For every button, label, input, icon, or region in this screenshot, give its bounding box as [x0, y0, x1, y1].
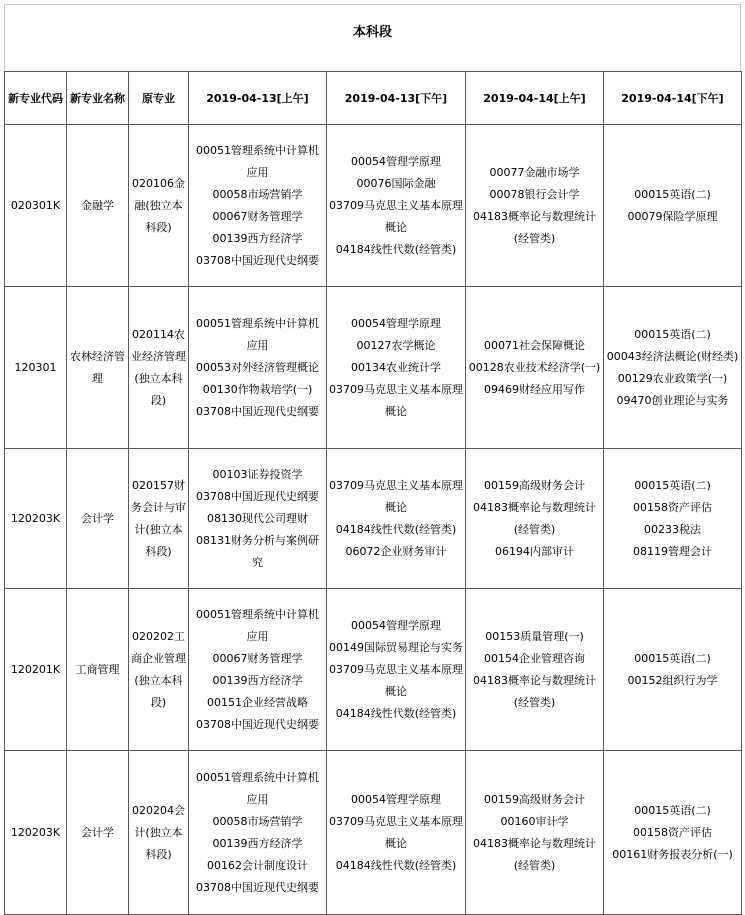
course-item: 03708中国近现代史纲要 — [196, 489, 319, 503]
course-item: 00051管理系统中计算机应用 — [196, 607, 319, 643]
course-item: 00054管理学原理 — [351, 316, 441, 330]
course-item: 00015英语(二) — [634, 803, 711, 817]
course-item: 04183概率论与数理统计(经管类) — [473, 836, 596, 872]
table-header-row — [5, 72, 742, 125]
exam-0413-pm-cell — [327, 125, 466, 287]
course-item: 00161财务报表分析(一) — [612, 847, 733, 861]
course-item: 00015英语(二) — [634, 651, 711, 665]
course-item: 00134农业统计学 — [351, 360, 441, 374]
exam-0414-pm-cell — [604, 751, 742, 915]
course-item: 00043经济法概论(财经类) — [606, 349, 739, 363]
major-code-cell: 020301K — [5, 125, 67, 287]
course-item: 09470创业理论与实务 — [616, 393, 729, 407]
major-code-cell: 120301 — [5, 287, 67, 449]
exam-0413-am-cell — [189, 751, 327, 915]
course-item: 00151企业经营战略 — [207, 695, 308, 709]
course-item: 00160审计学 — [500, 814, 569, 828]
course-item: 04183概率论与数理统计(经管类) — [473, 209, 596, 245]
course-item: 03709马克思主义基本原理概论 — [329, 814, 463, 850]
course-item: 00051管理系统中计算机应用 — [196, 316, 319, 352]
major-name-cell: 工商管理 — [67, 589, 129, 751]
major-name-cell: 会计学 — [67, 449, 129, 589]
exam-0414-am-cell — [466, 287, 604, 449]
course-item: 00051管理系统中计算机应用 — [196, 143, 319, 179]
page-title: 本科段 — [352, 25, 392, 40]
course-item: 00051管理系统中计算机应用 — [196, 770, 319, 806]
course-item: 04184线性代数(经管类) — [335, 858, 457, 872]
course-item: 00077金融市场学 — [489, 165, 580, 179]
exam-0413-am-cell — [189, 589, 327, 751]
course-item: 03709马克思主义基本原理概论 — [329, 198, 463, 234]
exam-0413-pm-cell — [327, 287, 466, 449]
major-name-cell: 金融学 — [67, 125, 129, 287]
exam-0414-pm-cell — [604, 287, 742, 449]
course-item: 03709马克思主义基本原理概论 — [329, 478, 463, 514]
course-item: 04184线性代数(经管类) — [335, 706, 457, 720]
course-item: 00015英语(二) — [634, 187, 711, 201]
exam-0414-am-cell — [466, 125, 604, 287]
course-item: 00053对外经济管理概论 — [196, 360, 319, 374]
header-cell: 新专业代码 — [5, 72, 67, 125]
original-major-cell: 020202工商企业管理(独立本科段) — [129, 589, 189, 751]
course-item: 00071社会保障概论 — [484, 338, 585, 352]
course-item: 00139西方经济学 — [212, 231, 303, 245]
table-row — [5, 287, 742, 449]
course-item: 03708中国近现代史纲要 — [196, 717, 319, 731]
exam-0413-pm-cell — [327, 589, 466, 751]
course-item: 08131财务分析与案例研究 — [196, 533, 319, 569]
course-item: 03709马克思主义基本原理概论 — [329, 382, 463, 418]
course-item: 00015英语(二) — [634, 327, 711, 341]
course-item: 00159高级财务会计 — [484, 478, 585, 492]
exam-0414-pm-cell — [604, 449, 742, 589]
major-name-cell: 农林经济管理 — [67, 287, 129, 449]
table-row — [5, 589, 742, 751]
course-item: 00149国际贸易理论与实务 — [329, 640, 463, 654]
exam-0414-pm-cell — [604, 125, 742, 287]
header-cell: 原专业 — [129, 72, 189, 125]
course-item: 00158资产评估 — [633, 825, 712, 839]
course-item: 03708中国近现代史纲要 — [196, 404, 319, 418]
course-item: 00076国际金融 — [356, 176, 436, 190]
course-item: 00079保险学原理 — [627, 209, 718, 223]
table-row — [5, 125, 742, 287]
exam-0413-pm-cell — [327, 449, 466, 589]
course-item: 00015英语(二) — [634, 478, 711, 492]
original-major-cell: 020114农业经济管理(独立本科段) — [129, 287, 189, 449]
course-item: 09469财经应用写作 — [484, 382, 585, 396]
course-item: 00054管理学原理 — [351, 154, 441, 168]
course-item: 00058市场营销学 — [212, 814, 303, 828]
header-cell: 2019-04-13[下午] — [327, 72, 466, 125]
course-item: 00067财务管理学 — [212, 209, 303, 223]
exam-0413-pm-cell — [327, 751, 466, 915]
course-item: 00127农学概论 — [356, 338, 436, 352]
course-item: 00153质量管理(一) — [485, 629, 584, 643]
course-item: 00078银行会计学 — [489, 187, 580, 201]
original-major-cell: 020204会计(独立本科段) — [129, 751, 189, 915]
exam-0414-am-cell — [466, 589, 604, 751]
exam-0413-am-cell — [189, 449, 327, 589]
exam-0413-am-cell — [189, 287, 327, 449]
course-item: 00233税法 — [644, 522, 701, 536]
course-item: 00058市场营销学 — [212, 187, 303, 201]
title-box — [4, 4, 741, 71]
course-item: 04184线性代数(经管类) — [335, 242, 457, 256]
course-item: 00154企业管理咨询 — [484, 651, 585, 665]
header-cell: 2019-04-14[上午] — [466, 72, 604, 125]
course-item: 00128农业技术经济学(一) — [468, 360, 601, 374]
exam-schedule-table — [4, 71, 742, 915]
course-item: 04183概率论与数理统计(经管类) — [473, 500, 596, 536]
major-code-cell: 120203K — [5, 449, 67, 589]
course-item: 00130作物栽培学(一) — [202, 382, 313, 396]
course-item: 03708中国近现代史纲要 — [196, 253, 319, 267]
exam-0414-pm-cell — [604, 589, 742, 751]
major-name-cell: 会计学 — [67, 751, 129, 915]
header-cell: 2019-04-14[下午] — [604, 72, 742, 125]
header-cell: 2019-04-13[上午] — [189, 72, 327, 125]
table-row — [5, 751, 742, 915]
course-item: 06072企业财务审计 — [345, 544, 447, 558]
course-item: 00162会计制度设计 — [207, 858, 308, 872]
course-item: 04183概率论与数理统计(经管类) — [473, 673, 596, 709]
course-item: 08119管理会计 — [633, 544, 712, 558]
header-cell: 新专业名称 — [67, 72, 129, 125]
course-item: 00158资产评估 — [633, 500, 712, 514]
exam-0414-am-cell — [466, 449, 604, 589]
major-code-cell: 120201K — [5, 589, 67, 751]
original-major-cell: 020157财务会计与审计(独立本科段) — [129, 449, 189, 589]
course-item: 00067财务管理学 — [212, 651, 303, 665]
exam-0414-am-cell — [466, 751, 604, 915]
course-item: 08130现代公司理财 — [207, 511, 308, 525]
major-code-cell: 120203K — [5, 751, 67, 915]
course-item: 00054管理学原理 — [351, 792, 441, 806]
course-item: 00054管理学原理 — [351, 618, 441, 632]
table-row — [5, 449, 742, 589]
course-item: 00139西方经济学 — [212, 673, 303, 687]
course-item: 00103证券投资学 — [212, 467, 303, 481]
course-item: 04184线性代数(经管类) — [335, 522, 457, 536]
original-major-cell: 020106金融(独立本科段) — [129, 125, 189, 287]
course-item: 00152组织行为学 — [627, 673, 718, 687]
course-item: 03709马克思主义基本原理概论 — [329, 662, 463, 698]
course-item: 03708中国近现代史纲要 — [196, 880, 319, 894]
course-item: 00129农业政策学(一) — [617, 371, 728, 385]
course-item: 00139西方经济学 — [212, 836, 303, 850]
course-item: 00159高级财务会计 — [484, 792, 585, 806]
exam-0413-am-cell — [189, 125, 327, 287]
course-item: 06194内部审计 — [495, 544, 574, 558]
